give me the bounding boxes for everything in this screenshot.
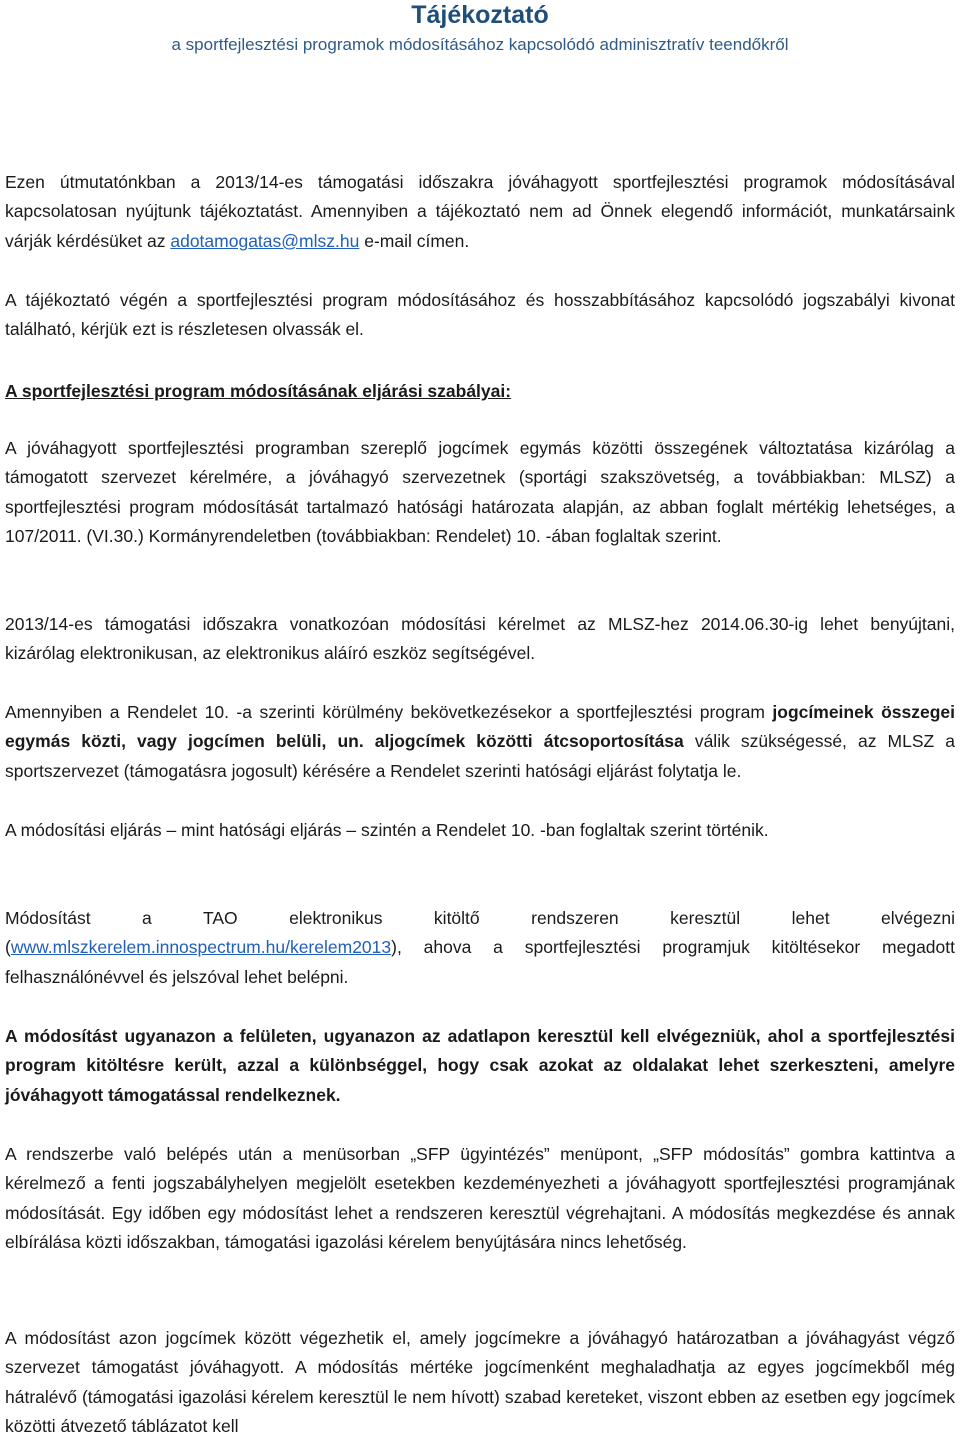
paragraph-conditions (5, 698, 955, 786)
document-title: Tájékoztató (411, 1, 549, 29)
conditions-text-a: Amennyiben a Rendelet 10. -a szerinti körülmény bekövetkezésekor a sportfejlesztési program (5, 702, 773, 722)
paragraph-limits: A módosítást azon jogcímek között végezhetik el, amely jogcímekre a jóváhagyó határozatban a jóváhagyást végző szervezet támogatást jóváhagyott. A módosítás mértéke jogcímenként meghaladhatja az egyes jogcímekből még hátralévő (támogatási igazolási kérelem keresztül le nem hívott) szabad kereteket, viszont ebben az esetben egy jogcímek közötti átvezető táblázatot kell (5, 1328, 955, 1437)
intro-text-a: Ezen útmutatónkban a 2013/14-es támogatási időszakra jóváhagyott sportfejlesztési programok módosításával kapcsolatosan nyújtunk tájékoztatást. Amennyiben a tájékoztató nem ad Önnek elegendő információt, munkatársaink várják kérdésüket az (5, 172, 955, 251)
document-subtitle: a sportfejlesztési programok módosításához kapcsolódó adminisztratív teendőkről (171, 35, 789, 54)
system-text-a: Módosítást a TAO elektronikus kitöltő rendszeren keresztül lehet elvégezni ( (5, 908, 955, 958)
kerelem-link[interactable]: www.mlszkerelem.innospectrum.hu/kerelem2013 (10, 937, 392, 958)
paragraph-menu: A rendszerbe való belépés után a menüsorban „SFP ügyintézés” menüpont, „SFP módosítás” gombra kattintva a kérelmező a fenti jogszabályhelyen megjelölt esetekben kezdeményezheti a jóváhagyott sportfejlesztési programjának módosítását. Egy időben egy módosítást lehet a rendszeren keresztül végrehajtani. A módosítás megkezdése és annak elbírálása közti időszakban, támogatási igazolási kérelem benyújtására nincs lehetőség. (5, 1144, 955, 1253)
email-link[interactable]: adotamogatas@mlsz.hu (170, 230, 360, 251)
conditions-text-c: válik szükségessé, az MLSZ a sportszervezet (támogatásra jogosult) kérésére a Rendelet szerinti hatósági eljárást folytatja le. (5, 731, 955, 781)
section-heading: A sportfejlesztési program módosításának eljárási szabályai: (5, 381, 512, 401)
system-text-b: ), ahova a sportfejlesztési programjuk kitöltésekor megadott felhasználónévvel és jelszóval lehet belépni. (5, 937, 955, 987)
conditions-bold: jogcímeinek összegei egymás közti, vagy jogcímen belüli, un. aljogcímek közötti átcsoportosítása (5, 702, 956, 752)
intro-paragraph-1 (5, 168, 955, 256)
intro-text-b: e-mail címen. (359, 230, 470, 251)
paragraph-system (5, 904, 955, 992)
paragraph-rules: A jóváhagyott sportfejlesztési programban szereplő jogcímek egymás közötti összegének változtatása kizárólag a támogatott szervezet kérelmére, a jóváhagyó szervezetnek (sportági szakszövetség, a továbbiakban: MLSZ) a sportfejlesztési program módosítását tartalmazó hatósági határozata alapján, az abban foglalt mértékig lehetséges, a 107/2011. (VI.30.) Kormányrendeletben (továbbiakban: Rendelet) 10. -ában foglaltak szerint. (5, 438, 955, 547)
paragraph-procedure: A módosítási eljárás – mint hatósági eljárás – szintén a Rendelet 10. -ban foglaltak szerint történik. (5, 820, 769, 840)
paragraph-same-interface: A módosítást ugyanazon a felületen, ugyanazon az adatlapon keresztül kell elvégezniük, ahol a sportfejlesztési program kitöltésre került, azzal a különbséggel, hogy csak azokat az oldalakat lehet szerkeszteni, amelyre jóváhagyott támogatással rendelkeznek. (5, 1026, 955, 1105)
intro-paragraph-2: A tájékoztató végén a sportfejlesztési program módosításához és hosszabbításához kapcsolódó jogszabályi kivonat található, kérjük ezt is részletesen olvassák el. (5, 290, 955, 340)
paragraph-deadline: 2013/14-es támogatási időszakra vonatkozóan módosítási kérelmet az MLSZ-hez 2014.06.30-ig lehet benyújtani, kizárólag elektronikusan, az elektronikus aláíró eszköz segítségével. (5, 614, 955, 664)
